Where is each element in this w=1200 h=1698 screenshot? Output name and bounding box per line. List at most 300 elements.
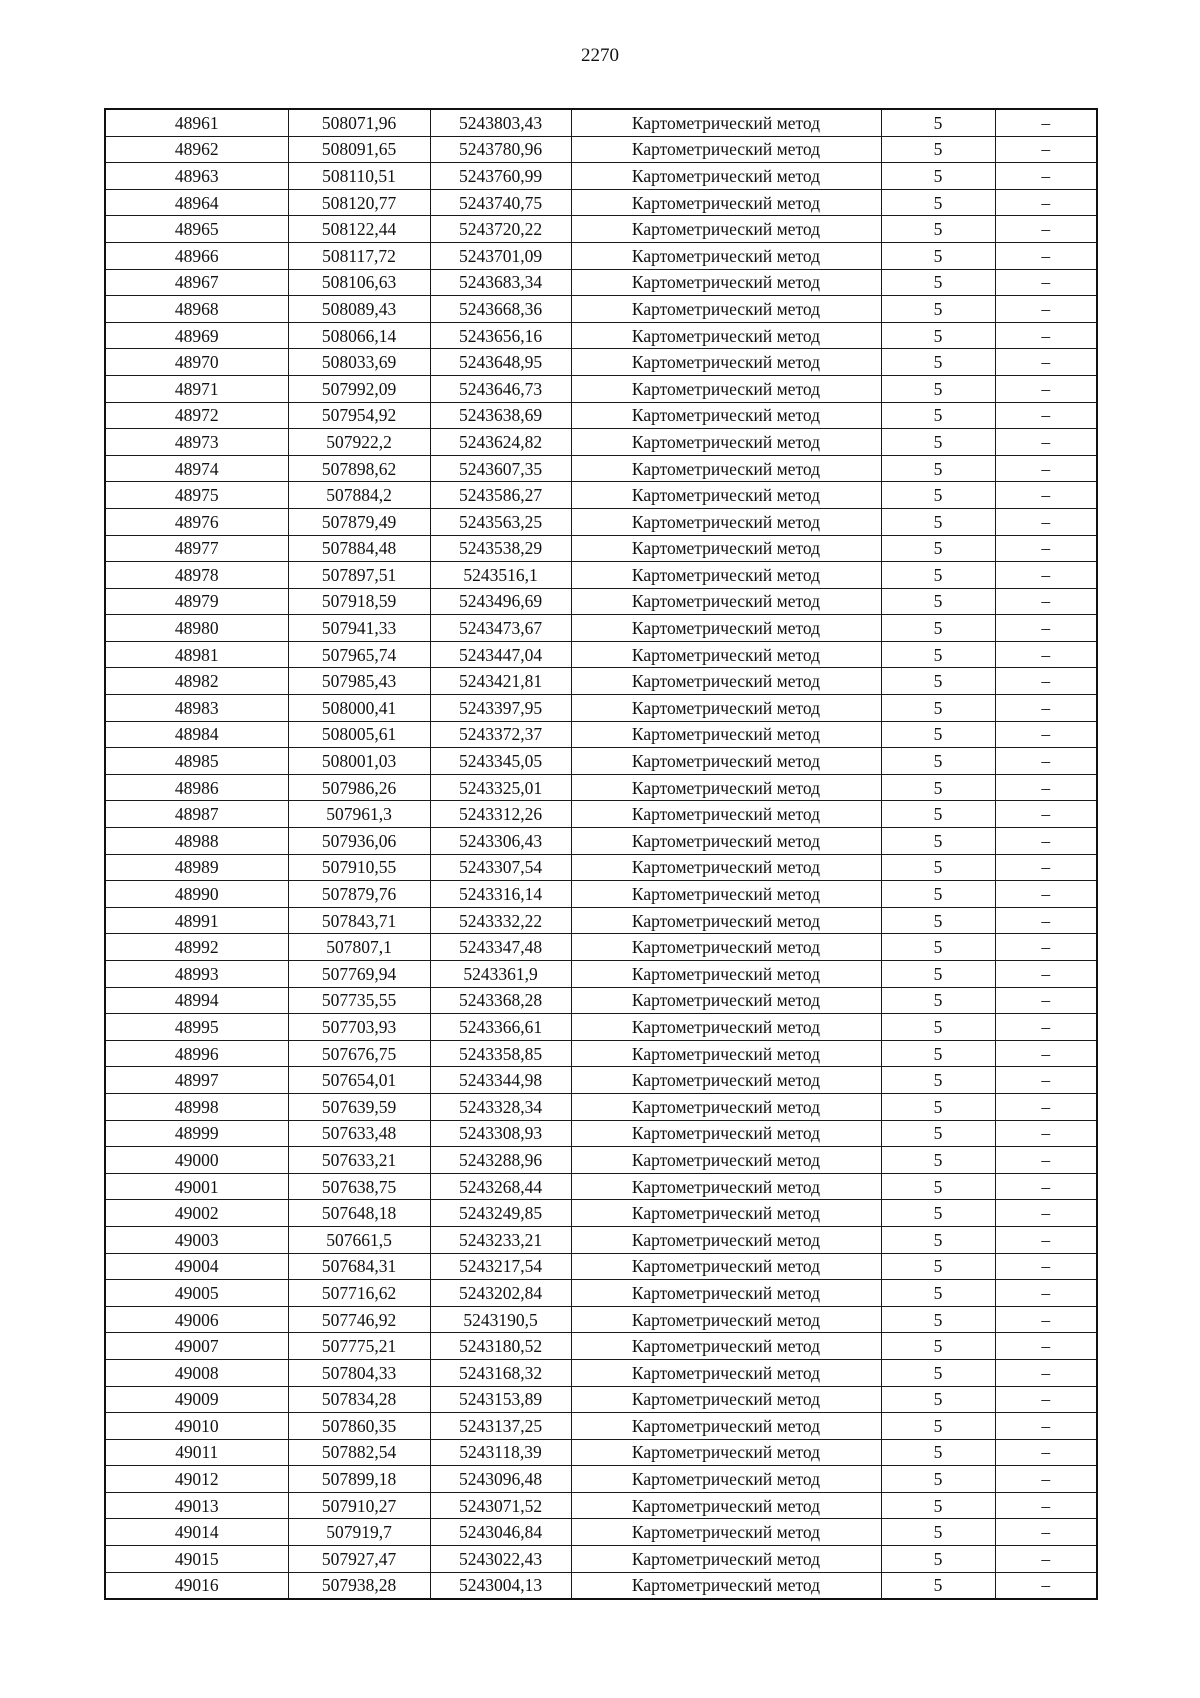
accuracy-cell: 5 [881,748,995,775]
accuracy-cell: 5 [881,1359,995,1386]
method-cell: Картометрический метод [571,349,881,376]
y-coordinate-cell: 5243332,22 [430,907,571,934]
accuracy-cell: 5 [881,615,995,642]
x-coordinate-cell: 507775,21 [288,1333,430,1360]
method-cell: Картометрический метод [571,1519,881,1546]
point-id-cell: 49015 [105,1546,288,1573]
table-row [105,1200,1097,1227]
table-row [105,881,1097,908]
table-row [105,1333,1097,1360]
note-cell: – [995,907,1097,934]
method-cell: Картометрический метод [571,1546,881,1573]
accuracy-cell: 5 [881,1306,995,1333]
table-row [105,482,1097,509]
method-cell: Картометрический метод [571,774,881,801]
point-id-cell: 48992 [105,934,288,961]
point-id-cell: 49000 [105,1147,288,1174]
accuracy-cell: 5 [881,1572,995,1599]
point-id-cell: 48980 [105,615,288,642]
x-coordinate-cell: 507910,27 [288,1492,430,1519]
y-coordinate-cell: 5243538,29 [430,535,571,562]
x-coordinate-cell: 508122,44 [288,216,430,243]
table-row [105,907,1097,934]
table-row [105,1147,1097,1174]
table-row [105,269,1097,296]
point-id-cell: 48993 [105,961,288,988]
method-cell: Картометрический метод [571,1147,881,1174]
y-coordinate-cell: 5243180,52 [430,1333,571,1360]
table-row [105,1253,1097,1280]
accuracy-cell: 5 [881,136,995,163]
table-row [105,455,1097,482]
note-cell: – [995,1333,1097,1360]
x-coordinate-cell: 507769,94 [288,961,430,988]
x-coordinate-cell: 508089,43 [288,296,430,323]
point-id-cell: 48963 [105,163,288,190]
y-coordinate-cell: 5243740,75 [430,189,571,216]
point-id-cell: 49002 [105,1200,288,1227]
table-row [105,1226,1097,1253]
x-coordinate-cell: 507633,48 [288,1120,430,1147]
table-row [105,109,1097,136]
accuracy-cell: 5 [881,987,995,1014]
x-coordinate-cell: 508110,51 [288,163,430,190]
point-id-cell: 49014 [105,1519,288,1546]
method-cell: Картометрический метод [571,1306,881,1333]
y-coordinate-cell: 5243668,36 [430,296,571,323]
table-row [105,987,1097,1014]
method-cell: Картометрический метод [571,1333,881,1360]
accuracy-cell: 5 [881,1439,995,1466]
method-cell: Картометрический метод [571,163,881,190]
method-cell: Картометрический метод [571,535,881,562]
y-coordinate-cell: 5243137,25 [430,1413,571,1440]
point-id-cell: 49012 [105,1466,288,1493]
x-coordinate-cell: 507936,06 [288,828,430,855]
accuracy-cell: 5 [881,1120,995,1147]
accuracy-cell: 5 [881,109,995,136]
x-coordinate-cell: 508000,41 [288,695,430,722]
method-cell: Картометрический метод [571,588,881,615]
x-coordinate-cell: 507938,28 [288,1572,430,1599]
x-coordinate-cell: 508001,03 [288,748,430,775]
y-coordinate-cell: 5243344,98 [430,1067,571,1094]
note-cell: – [995,1040,1097,1067]
x-coordinate-cell: 507910,55 [288,854,430,881]
table-row [105,961,1097,988]
y-coordinate-cell: 5243022,43 [430,1546,571,1573]
note-cell: – [995,615,1097,642]
accuracy-cell: 5 [881,1253,995,1280]
note-cell: – [995,189,1097,216]
x-coordinate-cell: 507919,7 [288,1519,430,1546]
x-coordinate-cell: 507834,28 [288,1386,430,1413]
method-cell: Картометрический метод [571,1492,881,1519]
y-coordinate-cell: 5243345,05 [430,748,571,775]
accuracy-cell: 5 [881,508,995,535]
x-coordinate-cell: 507676,75 [288,1040,430,1067]
x-coordinate-cell: 508106,63 [288,269,430,296]
point-id-cell: 48976 [105,508,288,535]
point-id-cell: 49007 [105,1333,288,1360]
y-coordinate-cell: 5243233,21 [430,1226,571,1253]
x-coordinate-cell: 507899,18 [288,1466,430,1493]
x-coordinate-cell: 507735,55 [288,987,430,1014]
accuracy-cell: 5 [881,641,995,668]
y-coordinate-cell: 5243153,89 [430,1386,571,1413]
table-row [105,1040,1097,1067]
accuracy-cell: 5 [881,349,995,376]
y-coordinate-cell: 5243516,1 [430,562,571,589]
method-cell: Картометрический метод [571,1359,881,1386]
method-cell: Картометрический метод [571,961,881,988]
note-cell: – [995,136,1097,163]
point-id-cell: 48968 [105,296,288,323]
point-id-cell: 48967 [105,269,288,296]
y-coordinate-cell: 5243803,43 [430,109,571,136]
table-row [105,801,1097,828]
table-row [105,1173,1097,1200]
note-cell: – [995,508,1097,535]
point-id-cell: 49013 [105,1492,288,1519]
accuracy-cell: 5 [881,1386,995,1413]
accuracy-cell: 5 [881,1147,995,1174]
point-id-cell: 48988 [105,828,288,855]
y-coordinate-cell: 5243638,69 [430,402,571,429]
point-id-cell: 48990 [105,881,288,908]
method-cell: Картометрический метод [571,1120,881,1147]
note-cell: – [995,322,1097,349]
x-coordinate-cell: 507884,2 [288,482,430,509]
accuracy-cell: 5 [881,1173,995,1200]
x-coordinate-cell: 507860,35 [288,1413,430,1440]
x-coordinate-cell: 508091,65 [288,136,430,163]
y-coordinate-cell: 5243004,13 [430,1572,571,1599]
table-row [105,429,1097,456]
point-id-cell: 48966 [105,242,288,269]
method-cell: Картометрический метод [571,375,881,402]
accuracy-cell: 5 [881,721,995,748]
note-cell: – [995,1439,1097,1466]
x-coordinate-cell: 507992,09 [288,375,430,402]
y-coordinate-cell: 5243624,82 [430,429,571,456]
point-id-cell: 48996 [105,1040,288,1067]
note-cell: – [995,588,1097,615]
y-coordinate-cell: 5243268,44 [430,1173,571,1200]
note-cell: – [995,1120,1097,1147]
note-cell: – [995,1359,1097,1386]
y-coordinate-cell: 5243646,73 [430,375,571,402]
note-cell: – [995,668,1097,695]
accuracy-cell: 5 [881,1333,995,1360]
note-cell: – [995,1093,1097,1120]
y-coordinate-cell: 5243217,54 [430,1253,571,1280]
note-cell: – [995,1519,1097,1546]
y-coordinate-cell: 5243701,09 [430,242,571,269]
point-id-cell: 48994 [105,987,288,1014]
method-cell: Картометрический метод [571,482,881,509]
table-row [105,296,1097,323]
accuracy-cell: 5 [881,535,995,562]
note-cell: – [995,535,1097,562]
table-row [105,828,1097,855]
note-cell: – [995,721,1097,748]
note-cell: – [995,562,1097,589]
method-cell: Картометрический метод [571,216,881,243]
y-coordinate-cell: 5243586,27 [430,482,571,509]
accuracy-cell: 5 [881,1093,995,1120]
note-cell: – [995,1253,1097,1280]
point-id-cell: 48970 [105,349,288,376]
point-id-cell: 48998 [105,1093,288,1120]
table-row [105,774,1097,801]
accuracy-cell: 5 [881,1226,995,1253]
method-cell: Картометрический метод [571,934,881,961]
y-coordinate-cell: 5243249,85 [430,1200,571,1227]
x-coordinate-cell: 507654,01 [288,1067,430,1094]
accuracy-cell: 5 [881,1519,995,1546]
table-row [105,562,1097,589]
point-id-cell: 48972 [105,402,288,429]
method-cell: Картометрический метод [571,562,881,589]
note-cell: – [995,296,1097,323]
method-cell: Картометрический метод [571,1014,881,1041]
y-coordinate-cell: 5243046,84 [430,1519,571,1546]
point-id-cell: 49011 [105,1439,288,1466]
note-cell: – [995,801,1097,828]
method-cell: Картометрический метод [571,1572,881,1599]
y-coordinate-cell: 5243366,61 [430,1014,571,1041]
y-coordinate-cell: 5243071,52 [430,1492,571,1519]
y-coordinate-cell: 5243307,54 [430,854,571,881]
accuracy-cell: 5 [881,774,995,801]
method-cell: Картометрический метод [571,1040,881,1067]
method-cell: Картометрический метод [571,429,881,456]
method-cell: Картометрический метод [571,508,881,535]
table-row [105,748,1097,775]
y-coordinate-cell: 5243563,25 [430,508,571,535]
accuracy-cell: 5 [881,1067,995,1094]
accuracy-cell: 5 [881,828,995,855]
x-coordinate-cell: 507633,21 [288,1147,430,1174]
accuracy-cell: 5 [881,296,995,323]
method-cell: Картометрический метод [571,1466,881,1493]
note-cell: – [995,402,1097,429]
table-row [105,1572,1097,1599]
point-id-cell: 48985 [105,748,288,775]
y-coordinate-cell: 5243447,04 [430,641,571,668]
table-row [105,216,1097,243]
x-coordinate-cell: 507985,43 [288,668,430,695]
y-coordinate-cell: 5243421,81 [430,668,571,695]
method-cell: Картометрический метод [571,322,881,349]
table-row [105,402,1097,429]
x-coordinate-cell: 507648,18 [288,1200,430,1227]
point-id-cell: 48982 [105,668,288,695]
accuracy-cell: 5 [881,455,995,482]
x-coordinate-cell: 507897,51 [288,562,430,589]
method-cell: Картометрический метод [571,1386,881,1413]
note-cell: – [995,748,1097,775]
method-cell: Картометрический метод [571,1200,881,1227]
point-id-cell: 48997 [105,1067,288,1094]
table-row [105,1359,1097,1386]
method-cell: Картометрический метод [571,987,881,1014]
x-coordinate-cell: 507716,62 [288,1280,430,1307]
accuracy-cell: 5 [881,881,995,908]
point-id-cell: 49004 [105,1253,288,1280]
y-coordinate-cell: 5243607,35 [430,455,571,482]
y-coordinate-cell: 5243316,14 [430,881,571,908]
method-cell: Картометрический метод [571,907,881,934]
y-coordinate-cell: 5243372,37 [430,721,571,748]
point-id-cell: 48978 [105,562,288,589]
point-id-cell: 48974 [105,455,288,482]
method-cell: Картометрический метод [571,748,881,775]
y-coordinate-cell: 5243118,39 [430,1439,571,1466]
point-id-cell: 48989 [105,854,288,881]
x-coordinate-cell: 508120,77 [288,189,430,216]
method-cell: Картометрический метод [571,1067,881,1094]
coordinates-table [104,108,1098,1600]
y-coordinate-cell: 5243306,43 [430,828,571,855]
accuracy-cell: 5 [881,1040,995,1067]
accuracy-cell: 5 [881,1014,995,1041]
note-cell: – [995,1067,1097,1094]
note-cell: – [995,1306,1097,1333]
note-cell: – [995,695,1097,722]
y-coordinate-cell: 5243656,16 [430,322,571,349]
accuracy-cell: 5 [881,588,995,615]
method-cell: Картометрический метод [571,296,881,323]
x-coordinate-cell: 507884,48 [288,535,430,562]
x-coordinate-cell: 507922,2 [288,429,430,456]
note-cell: – [995,1014,1097,1041]
x-coordinate-cell: 508117,72 [288,242,430,269]
point-id-cell: 49010 [105,1413,288,1440]
point-id-cell: 48969 [105,322,288,349]
x-coordinate-cell: 507961,3 [288,801,430,828]
method-cell: Картометрический метод [571,1253,881,1280]
accuracy-cell: 5 [881,1492,995,1519]
method-cell: Картометрический метод [571,1093,881,1120]
method-cell: Картометрический метод [571,136,881,163]
y-coordinate-cell: 5243325,01 [430,774,571,801]
accuracy-cell: 5 [881,934,995,961]
note-cell: – [995,269,1097,296]
point-id-cell: 48971 [105,375,288,402]
page-number: 2270 [581,45,619,66]
method-cell: Картометрический метод [571,1173,881,1200]
accuracy-cell: 5 [881,216,995,243]
accuracy-cell: 5 [881,1546,995,1573]
y-coordinate-cell: 5243288,96 [430,1147,571,1174]
note-cell: – [995,1280,1097,1307]
note-cell: – [995,881,1097,908]
note-cell: – [995,987,1097,1014]
x-coordinate-cell: 507879,49 [288,508,430,535]
accuracy-cell: 5 [881,375,995,402]
point-id-cell: 48983 [105,695,288,722]
method-cell: Картометрический метод [571,109,881,136]
method-cell: Картометрический метод [571,641,881,668]
method-cell: Картометрический метод [571,269,881,296]
y-coordinate-cell: 5243397,95 [430,695,571,722]
y-coordinate-cell: 5243202,84 [430,1280,571,1307]
table-row [105,1093,1097,1120]
x-coordinate-cell: 507918,59 [288,588,430,615]
table-row [105,508,1097,535]
accuracy-cell: 5 [881,163,995,190]
method-cell: Картометрический метод [571,1439,881,1466]
table-row [105,1120,1097,1147]
table-row [105,1546,1097,1573]
table-row [105,668,1097,695]
accuracy-cell: 5 [881,801,995,828]
coordinates-table-body [105,109,1097,1599]
point-id-cell: 48984 [105,721,288,748]
y-coordinate-cell: 5243168,32 [430,1359,571,1386]
note-cell: – [995,1466,1097,1493]
y-coordinate-cell: 5243312,26 [430,801,571,828]
accuracy-cell: 5 [881,1200,995,1227]
method-cell: Картометрический метод [571,1280,881,1307]
table-row [105,1280,1097,1307]
note-cell: – [995,1200,1097,1227]
point-id-cell: 49016 [105,1572,288,1599]
note-cell: – [995,349,1097,376]
note-cell: – [995,455,1097,482]
y-coordinate-cell: 5243361,9 [430,961,571,988]
point-id-cell: 48977 [105,535,288,562]
method-cell: Картометрический метод [571,455,881,482]
method-cell: Картометрический метод [571,402,881,429]
table-row [105,349,1097,376]
note-cell: – [995,1546,1097,1573]
table-row [105,242,1097,269]
x-coordinate-cell: 507986,26 [288,774,430,801]
method-cell: Картометрический метод [571,1226,881,1253]
accuracy-cell: 5 [881,961,995,988]
y-coordinate-cell: 5243190,5 [430,1306,571,1333]
point-id-cell: 48999 [105,1120,288,1147]
note-cell: – [995,854,1097,881]
note-cell: – [995,1386,1097,1413]
method-cell: Картометрический метод [571,242,881,269]
table-row [105,1466,1097,1493]
x-coordinate-cell: 507965,74 [288,641,430,668]
accuracy-cell: 5 [881,322,995,349]
point-id-cell: 49003 [105,1226,288,1253]
method-cell: Картометрический метод [571,668,881,695]
accuracy-cell: 5 [881,1466,995,1493]
note-cell: – [995,1492,1097,1519]
table-row [105,1413,1097,1440]
table-row [105,375,1097,402]
x-coordinate-cell: 507882,54 [288,1439,430,1466]
table-row [105,934,1097,961]
note-cell: – [995,641,1097,668]
x-coordinate-cell: 507927,47 [288,1546,430,1573]
table-row [105,1014,1097,1041]
accuracy-cell: 5 [881,482,995,509]
method-cell: Картометрический метод [571,881,881,908]
point-id-cell: 48975 [105,482,288,509]
x-coordinate-cell: 507684,31 [288,1253,430,1280]
accuracy-cell: 5 [881,189,995,216]
accuracy-cell: 5 [881,269,995,296]
y-coordinate-cell: 5243496,69 [430,588,571,615]
